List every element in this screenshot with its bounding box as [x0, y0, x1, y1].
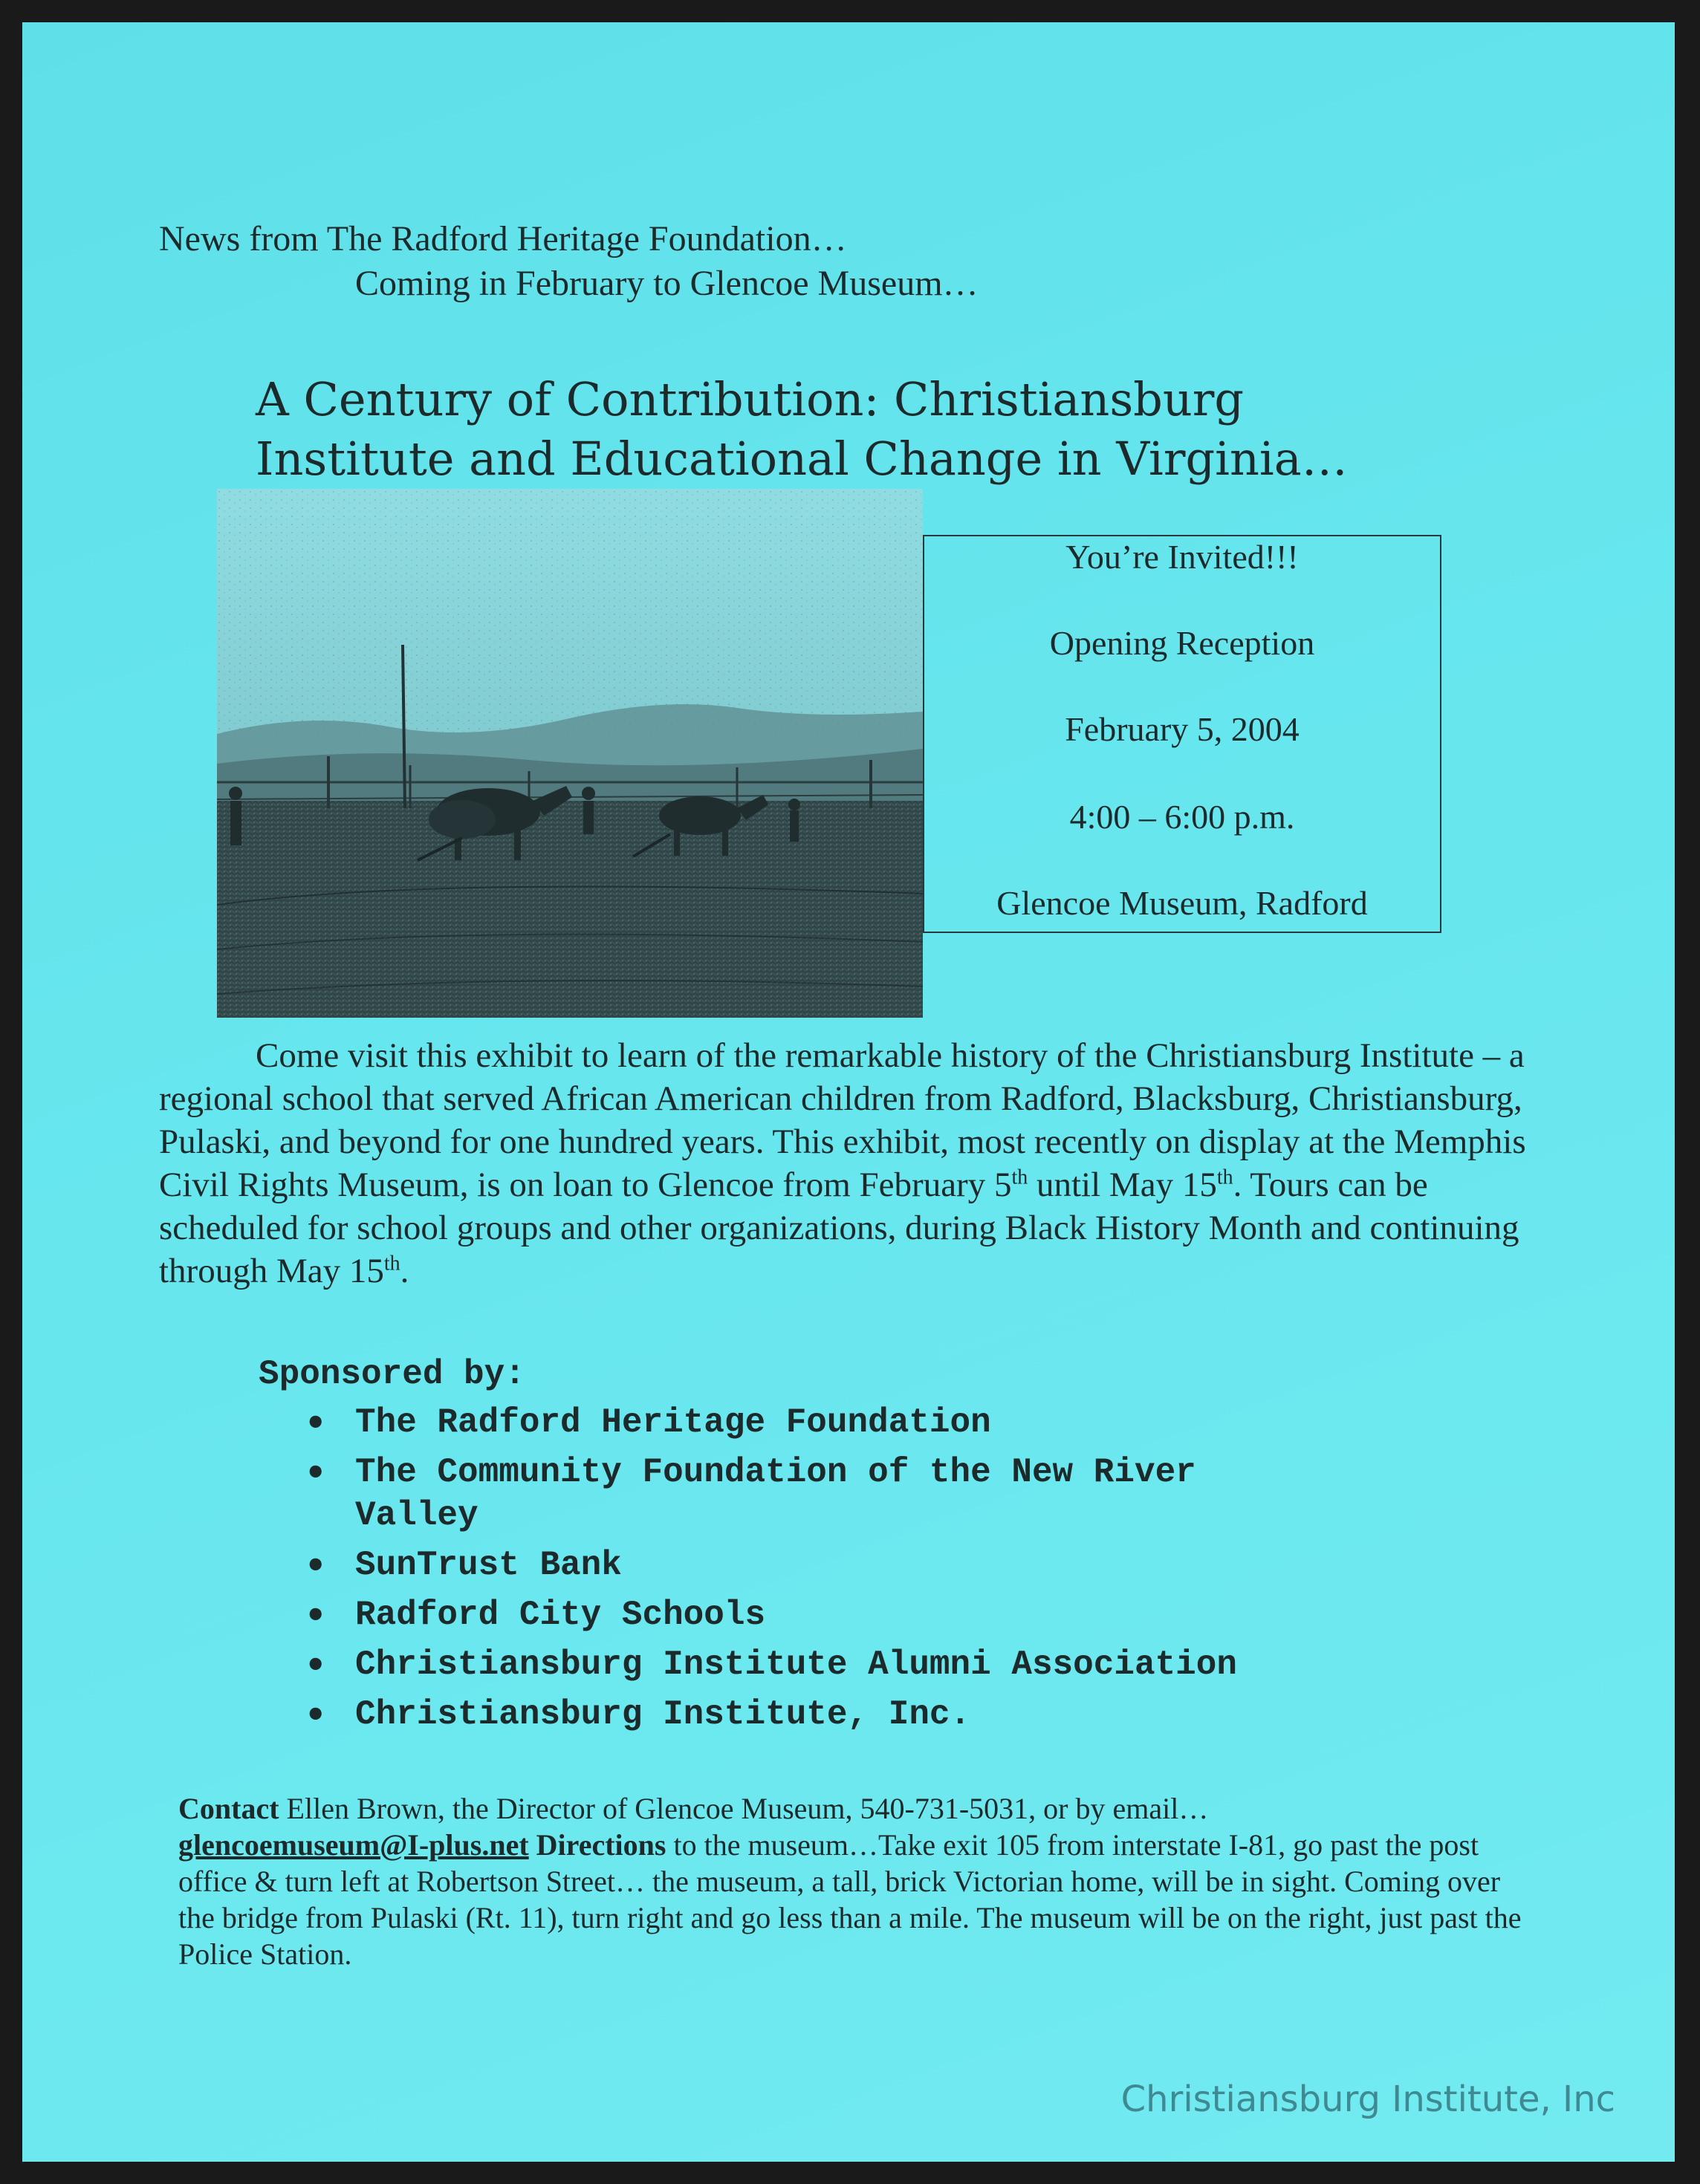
description-sup-3: th: [383, 1252, 400, 1275]
sponsor-name: Christiansburg Institute, Inc.: [355, 1695, 971, 1734]
bullet-icon: •: [305, 1595, 327, 1635]
description-part-3: . Tours can be scheduled for school groups and other organizations, during Black History Month and continuing through May 15: [159, 1166, 1519, 1290]
invitation-time: 4:00 – 6:00 p.m.: [1069, 798, 1295, 836]
sponsor-item: [259, 1401, 1291, 1444]
bullet-icon: •: [305, 1545, 327, 1585]
sponsor-item: [259, 1451, 1291, 1537]
sponsors-list: [259, 1401, 1291, 1736]
coming-line: Coming in February to Glencoe Museum…: [355, 264, 979, 303]
contact-label: Contact: [178, 1792, 279, 1825]
description-part-4: .: [400, 1252, 409, 1290]
sponsor-item: [259, 1693, 1291, 1736]
sponsor-name: Christiansburg Institute Alumni Association: [355, 1645, 1237, 1684]
contact-directions: [178, 1790, 1538, 1972]
invitation-date: February 5, 2004: [1065, 710, 1300, 748]
sponsor-item: [259, 1593, 1291, 1637]
contact-text: Ellen Brown, the Director of Glencoe Museum, 540-731-5031, or by email…: [279, 1792, 1209, 1825]
exhibit-title-line-2: Institute and Educational Change in Virginia…: [256, 432, 1348, 486]
sponsors-section: [259, 1352, 1291, 1743]
bullet-icon: •: [305, 1452, 327, 1492]
description-part-1: Come visit this exhibit to learn of the remarkable history of the Christiansburg Institute – a regional school that served African American children from Radford, Blacksburg, Christiansburg, Pulaski, and beyond for one hundred years. This exhibit, most recently on display at the Memphis Civil Rights Museum, is on loan to Glencoe from February 5: [159, 1036, 1526, 1204]
sponsor-item: [259, 1544, 1291, 1587]
watermark: Christiansburg Institute, Inc: [1120, 2079, 1615, 2120]
exhibit-title-line-1: A Century of Contribution: Christiansburg: [256, 372, 1245, 426]
description-sup-2: th: [1216, 1166, 1233, 1189]
exhibit-description: [159, 1034, 1526, 1293]
invitation-box: [923, 535, 1441, 933]
email-link[interactable]: glencoemuseum@I-plus.net: [178, 1828, 529, 1862]
flyer-sheet: [22, 22, 1675, 2162]
directions-text: to the museum…Take exit 105 from interstate I-81, go past the post office & turn left at Robertson Street… the museum, a tall, brick Victorian home, will be in sight. Coming over the bridge from Pulaski (Rt. 11), turn right and go less than a mile. The museum will be on the right, just past the Police Station.: [178, 1828, 1522, 1971]
invitation-place: Glencoe Museum, Radford: [996, 884, 1368, 922]
exhibit-title: [256, 370, 1519, 489]
historic-field-photo-icon: [217, 489, 923, 1018]
sponsor-name: Radford City Schools: [355, 1596, 766, 1634]
description-sup-1: th: [1011, 1166, 1028, 1189]
sponsor-name: SunTrust Bank: [355, 1546, 622, 1585]
news-line: News from The Radford Heritage Foundation…: [159, 219, 847, 259]
bullet-icon: •: [305, 1645, 327, 1685]
sponsor-name: The Radford Heritage Foundation: [355, 1403, 991, 1442]
sponsors-label: Sponsored by:: [259, 1355, 525, 1394]
invitation-headline: You’re Invited!!!: [1065, 538, 1299, 576]
sponsor-name: The Community Foundation of the New River Valley: [355, 1453, 1196, 1535]
bullet-icon: •: [305, 1694, 327, 1735]
bullet-icon: •: [305, 1403, 327, 1443]
invitation-event: Opening Reception: [1049, 624, 1315, 662]
directions-label: Directions: [528, 1828, 666, 1862]
sponsor-item: [259, 1643, 1291, 1686]
description-part-2: until May 15: [1028, 1166, 1217, 1204]
